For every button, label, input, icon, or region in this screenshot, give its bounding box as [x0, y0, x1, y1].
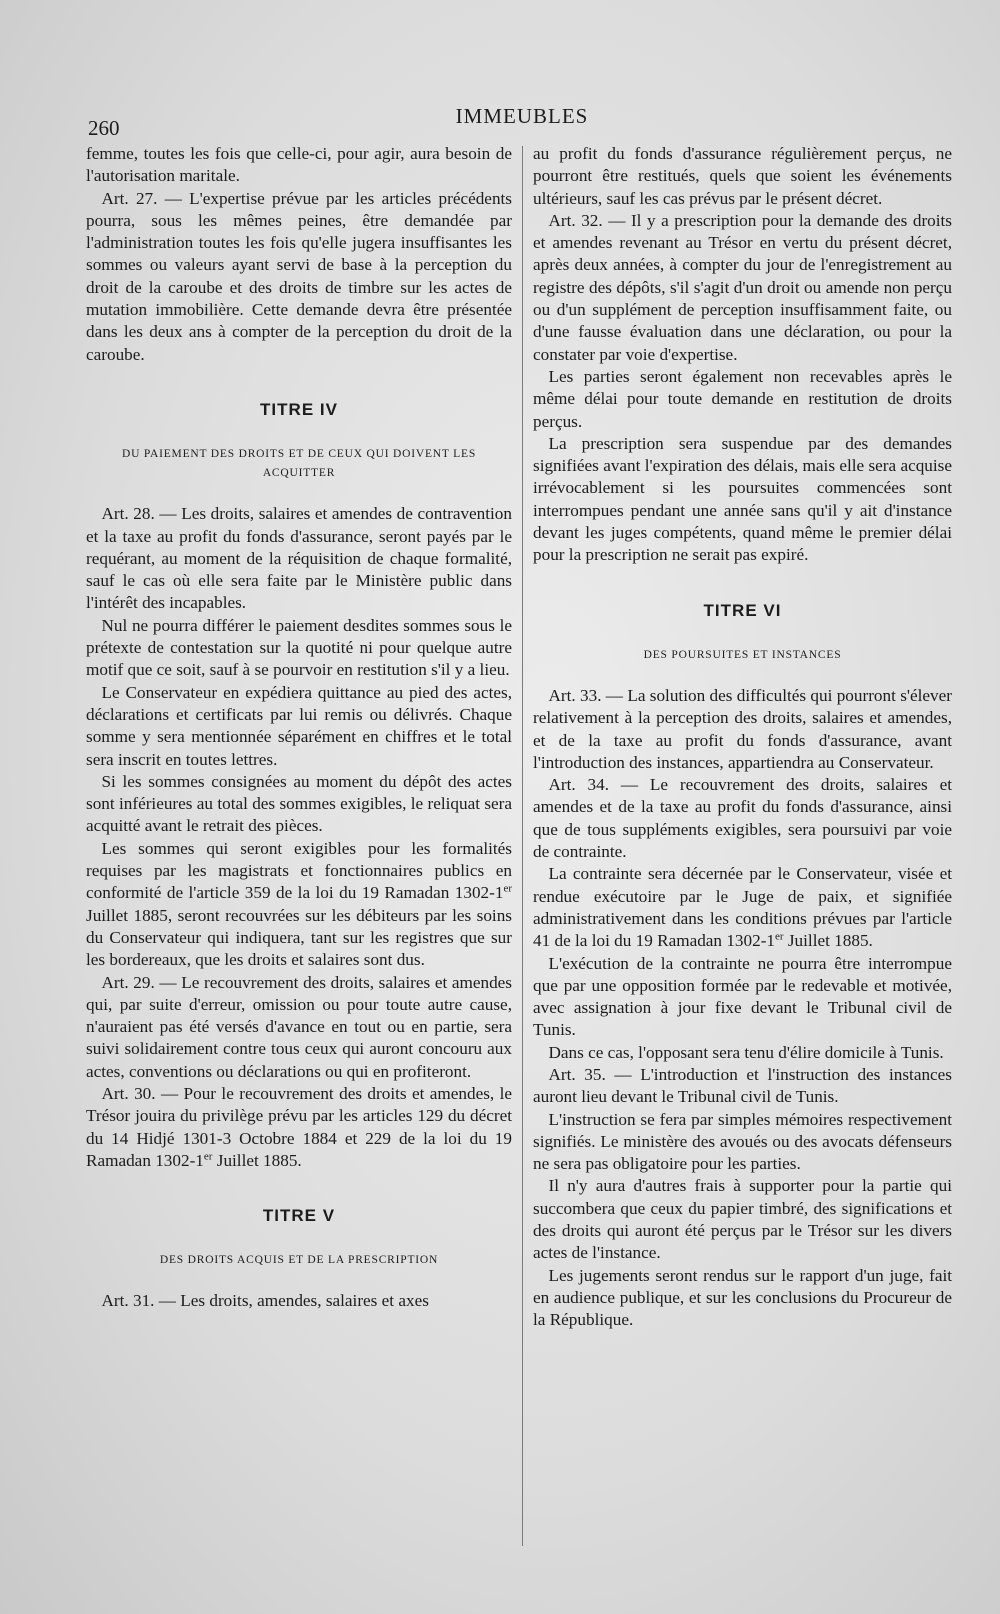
paragraph: Dans ce cas, l'opposant sera tenu d'élire domicile à Tunis.: [548, 1042, 944, 1062]
article-34: Art. 34. — Le recouvrement des droits, salaires et amendes et de la taxe au profit du fonds d'assurance, ainsi que de tous suppléments exigibles, sera poursuivi par voie de contrainte.: [533, 775, 952, 862]
left-column: [86, 143, 512, 1313]
paragraph: femme, toutes les fois que celle-ci, pour agir, aura besoin de l'autorisation maritale.: [86, 144, 512, 186]
text-run: Art. 30. — Pour le recouvrement des droits et amendes, le Trésor jouira du privilège prévu par les articles 129 du décret du 14 Hidjé 1301-3 Octobre 1884 et 229 de la loi du 19 Ramadan 1302-1: [86, 1083, 512, 1170]
title-vi-subtitle: DES POURSUITES ET INSTANCES: [643, 648, 842, 661]
paragraph: L'exécution de la contrainte ne pourra être interrompue que par une opposition formée par le redevable et motivée, avec assignation à jour fixe devant le Tribunal civil de Tunis.: [533, 953, 952, 1040]
paragraph: Nul ne pourra différer le paiement desdites sommes sous le prétexte de contestation sur la quotité ni pour quelque autre motif que ce soit, sauf à se pourvoir en restitution s'il y a lieu.: [86, 615, 512, 680]
text-run: Juillet 1885, seront recouvrées sur les débiteurs par les soins du Conservateur qui indiquera, tant sur les registres que sur les bordereaux, que les droits et salaires sont dus.: [86, 905, 512, 970]
title-iv-subtitle: DU PAIEMENT DES DROITS ET DE CEUX QUI DOIVENT LES ACQUITTER: [121, 448, 477, 480]
superscript: er: [203, 1150, 213, 1163]
title-iv: TITRE IV: [260, 399, 338, 419]
paragraph: [86, 838, 512, 972]
article-28: Art. 28. — Les droits, salaires et amendes de contravention et la taxe au profit du fonds d'assurance, seront payés par le requérant, au moment de la réquisition de chaque formalité, sauf le cas où elle sera faite par le Ministère public dans l'intérêt des incapables.: [86, 504, 512, 613]
page-number: 260: [88, 116, 120, 140]
article-33: Art. 33. — La solution des difficultés qui pourront s'élever relativement à la perception des droits, salaires et amendes, et de la taxe au profit du fonds d'assurance, avant l'introduction des instances, appartiendra au Conservateur.: [533, 685, 952, 772]
text-run: Les sommes qui seront exigibles pour les formalités requises par les magistrats et fonctionnaires publics en conformité de l'article 359 de la loi du 19 Ramadan 1302-1: [86, 838, 512, 903]
text-run: Juillet 1885.: [783, 931, 873, 951]
title-v: TITRE V: [262, 1206, 336, 1226]
article-32: Art. 32. — Il y a prescription pour la demande des droits et amendes revenant au Trésor en vertu du présent décret, après deux années, à compter du jour de l'enregistrement au registre des dépôts, s'il s'agit d'un droit ou amende non perçu ou d'un supplément de perception insuffisamment faite, ou d'une fausse évaluation dans une déclaration, ou pour la constater par voie d'expertise.: [533, 210, 952, 364]
superscript: er: [775, 930, 784, 943]
paragraph: Il n'y aura d'autres frais à supporter pour la partie qui succombera que ceux du papier timbré, des significations et des droits qui auront été perçus par le Trésor sur les divers actes de l'instance.: [533, 1176, 952, 1263]
title-vi: TITRE VI: [703, 600, 782, 620]
text-run: La contrainte sera décernée par le Conservateur, visée et rendue exécutoire par le Juge de paix, et signifiée administrativement dans les conditions prévues par l'article 41 de la loi du 19 Ramadan 1302-1: [533, 864, 952, 951]
right-column: [533, 143, 952, 1332]
article-29: Art. 29. — Le recouvrement des droits, salaires et amendes qui, par suite d'erreur, omission ou pour toute autre cause, n'auraient pas été versés d'avance en tout ou en partie, sera suivi solidairement contre tous ceux qui auront concouru aux actes, conventions ou déclarations ou qui en profiteront.: [86, 972, 512, 1081]
title-v-subtitle: DES DROITS ACQUIS ET DE LA PRESCRIPTION: [159, 1254, 439, 1267]
paragraph: Les parties seront également non recevables après le même délai pour toute demande en restitution de droits perçus.: [533, 366, 952, 431]
article-30: [86, 1083, 512, 1172]
paragraph: au profit du fonds d'assurance régulièrement perçus, ne pourront être restitués, quels que soient les événements ultérieurs, sauf les cas prévus par le présent décret.: [533, 144, 952, 208]
paragraph: [533, 863, 952, 952]
paragraph: Le Conservateur en expédiera quittance au pied des actes, déclarations et certificats par lui remis ou délivrés. Chaque somme y sera mentionnée séparément en chiffres et le total sera inscrit en toutes lettres.: [86, 682, 512, 769]
paragraph: La prescription sera suspendue par des demandes signifiées avant l'expiration des délais, mais elle sera acquise irrévocablement si les poursuites commencées sont interrompues pendant une année sans qu'il y ait d'instance devant les juges compétents, quand même le premier délai pour la prescription ne serait pas expiré.: [533, 433, 952, 565]
section-header: IMMEUBLES: [455, 104, 589, 128]
column-divider: [522, 146, 523, 1546]
superscript: er: [503, 882, 512, 895]
article-31: Art. 31. — Les droits, amendes, salaires et axes: [101, 1291, 429, 1311]
paragraph: Les jugements seront rendus sur le rapport d'un juge, fait en audience publique, et sur les conclusions du Procureur de la République.: [533, 1265, 952, 1330]
article-35: Art. 35. — L'introduction et l'instruction des instances auront lieu devant le Tribunal civil de Tunis.: [533, 1064, 952, 1107]
paragraph: Si les sommes consignées au moment du dépôt des actes sont inférieures au total des sommes exigibles, le reliquat sera acquitté avant le retrait des pièces.: [86, 771, 512, 836]
text-run: Juillet 1885.: [212, 1150, 302, 1170]
running-head: [88, 104, 956, 140]
paragraph: L'instruction se fera par simples mémoires respectivement signifiés. Le ministère des avoués ou des avocats défenseurs ne sera pas obligatoire pour les parties.: [533, 1109, 952, 1174]
article-27: Art. 27. — L'expertise prévue par les articles précédents pourra, sous les mêmes peines, être demandée par l'administration toutes les fois qu'elle jugera insuffisantes les sommes ou valeurs ayant servi de base à la perception du droit de la caroube et des droits de timbre sur les actes de mutation immobilière. Cette demande devra être présentée dans les deux ans à compter de la perception du droit de la caroube.: [86, 188, 512, 364]
